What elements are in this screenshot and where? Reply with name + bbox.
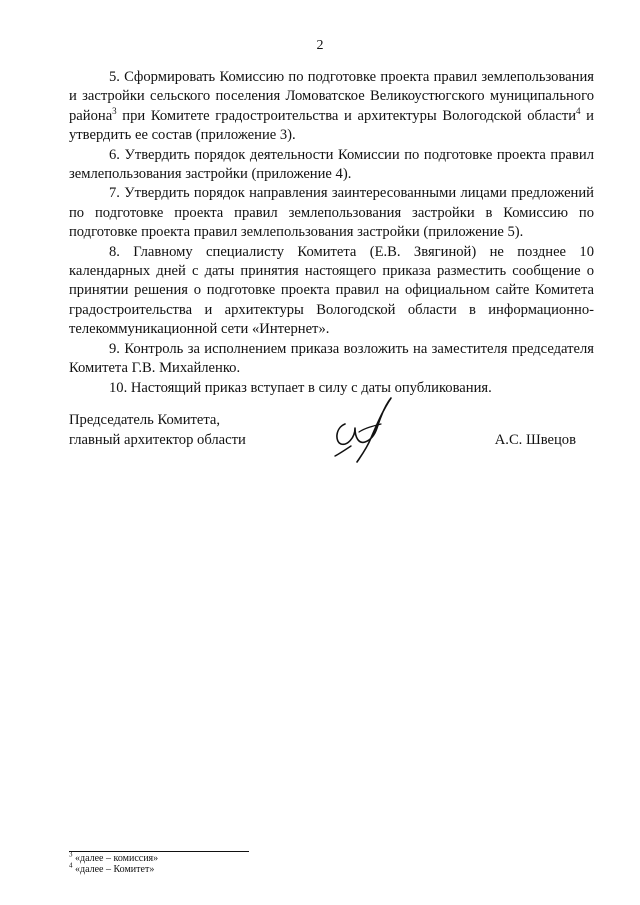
paragraph-7: 7. Утвердить порядок направления заинтересованными лицами предложений по подготовке проекта правил землепользования застройки в Комиссию по подготовке проекта правил землепользования застройки (приложение 5). <box>69 185 594 241</box>
paragraph-6: 6. Утвердить порядок деятельности Комиссии по подготовке проекта правил землепользования застройки (приложение 4). <box>69 146 594 183</box>
paragraph-5-text-start: 5. Сформировать Комиссию по подготовке проекта правил землепользования и застройки сельского поселения Ломоватское Великоустюгского муниципального района <box>69 69 594 124</box>
footnote-3-text: «далее – комиссия» <box>75 853 159 864</box>
signature-block <box>69 410 594 480</box>
footnote-4-text: «далее – Комитет» <box>75 864 155 875</box>
footnote-ref-3: 3 <box>112 105 117 116</box>
paragraph-10: 10. Настоящий приказ вступает в силу с даты опубликования. <box>109 379 492 396</box>
footnote-3-mark: 3 <box>69 850 73 859</box>
paragraph-9: 9. Контроль за исполнением приказа возложить на заместителя председателя Комитета Г.В. Михайленко. <box>69 340 594 377</box>
footnotes <box>69 850 159 875</box>
footnote-4-mark: 4 <box>69 861 73 870</box>
paragraph-5 <box>69 68 594 146</box>
handwritten-signature <box>331 394 401 466</box>
page-number: 2 <box>316 38 324 53</box>
signer-position-line1: Председатель Комитета, <box>69 412 221 428</box>
signer-position-line2: главный архитектор области <box>69 432 246 448</box>
footnote-ref-4: 4 <box>576 105 581 116</box>
paragraph-8: 8. Главному специалисту Комитета (Е.В. Звягиной) не позднее 10 календарных дней с даты принятия настоящего приказа разместить сообщение о принятии решения о подготовке проекта правил на официальном сайте Комитета градостроительства и архитектуры Вологодской области в информационно-телекоммуникационной сети «Интернет». <box>69 243 594 338</box>
document-body <box>69 68 594 398</box>
paragraph-5-text-middle: при Комитете градостроительства и архитектуры Вологодской области <box>116 107 577 124</box>
footnote-divider <box>69 851 249 852</box>
footnote-4 <box>69 861 158 875</box>
signer-position <box>69 410 246 450</box>
paragraph-5-text-end: и утвердить ее состав (приложение 3). <box>69 107 594 144</box>
signer-name: А.С. Швецов <box>494 432 576 448</box>
footnote-3 <box>69 850 159 864</box>
